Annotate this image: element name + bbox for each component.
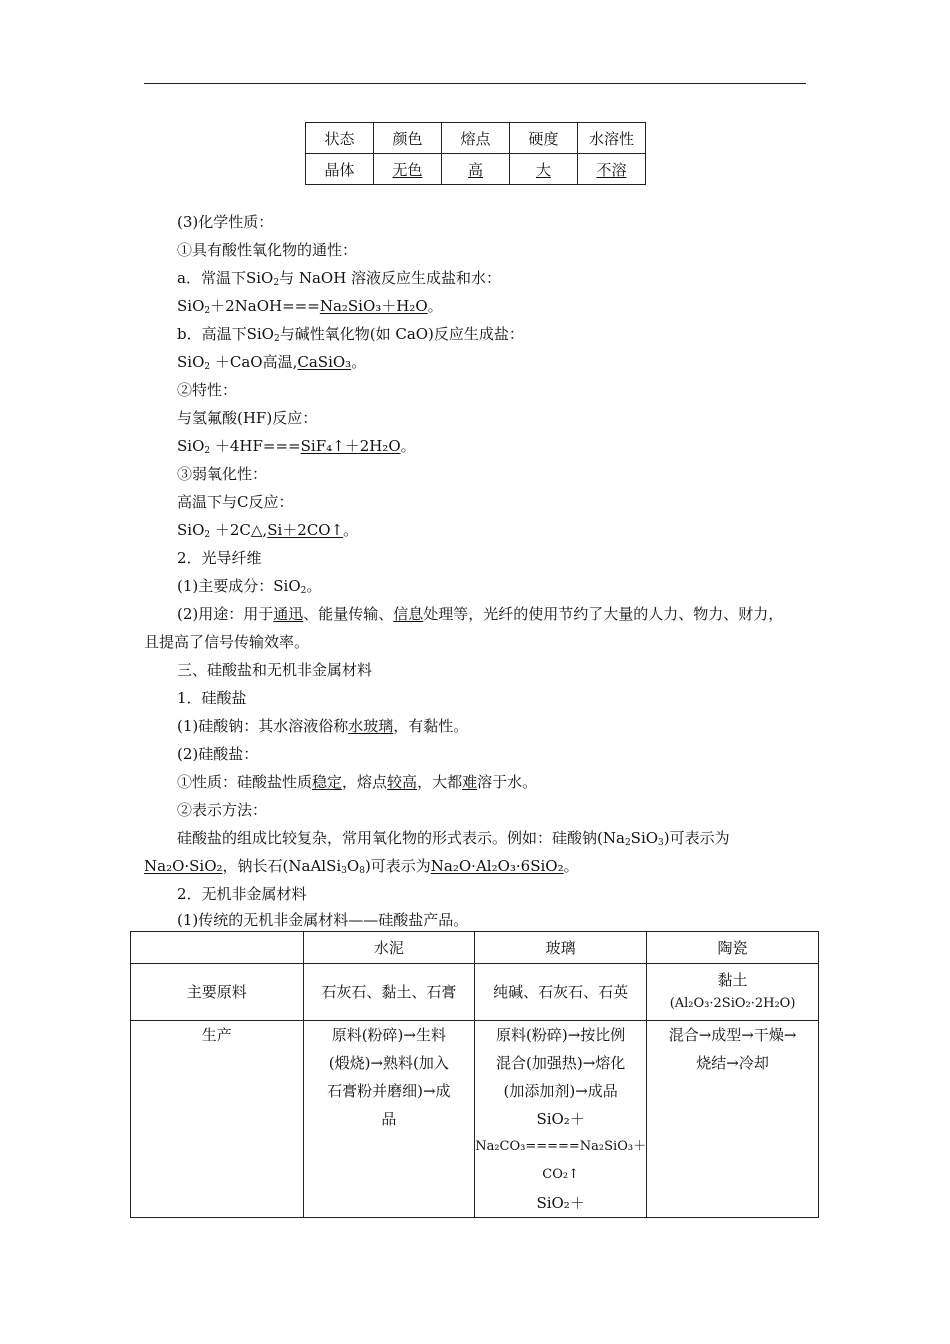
- value-hardness-text: 大: [535, 160, 551, 179]
- cao-desc-b: 与碱性氧化物(如 CaO)反应生成盐：: [279, 325, 524, 343]
- naoh-desc-b: 与 NaOH 溶液反应生成盐和水：: [279, 269, 502, 287]
- header-color: 颜色: [374, 123, 442, 154]
- prop-u1: 稳定: [312, 773, 343, 791]
- value-melting-point: [442, 154, 510, 185]
- fiber-comp-text: (1)主要成分：SiO: [177, 577, 301, 595]
- header-empty: [131, 932, 304, 964]
- header-state: 状态: [306, 123, 374, 154]
- cement-line: 原料(粉碎)→生料: [331, 1026, 446, 1044]
- glass-line: 混合(加强热)→熔化: [495, 1054, 626, 1072]
- fiber-heading: 2．光导纤维: [177, 549, 262, 567]
- glass-line: CO₂↑: [542, 1167, 579, 1182]
- table-header-row: [306, 123, 646, 154]
- cao-eq-left: SiO: [177, 353, 205, 371]
- row-label-production: 生产: [131, 1021, 304, 1218]
- glass-line: (加添加剂)→成品: [503, 1082, 618, 1100]
- table-row: [131, 1021, 819, 1218]
- glass-raw: 纯碱、石灰石、石英: [475, 964, 647, 1021]
- carbon-desc: 高温下与C反应：: [177, 493, 294, 511]
- value-color-text: 无色: [392, 160, 423, 179]
- header-melting-point: 熔点: [442, 123, 510, 154]
- repr-1: 硅酸盐的组成比较复杂，常用氧化物的形式表示。例如：硅酸钠(Na: [177, 829, 625, 847]
- fiber-use-3: 处理等，光纤的使用节约了大量的人力、物力、财力，: [423, 605, 784, 623]
- na2o-formula: Na₂O·SiO₂: [144, 857, 223, 875]
- ceramic-raw-name: 黏土: [717, 971, 748, 989]
- sodium-silicate: [177, 715, 468, 736]
- hf-eq-left: SiO: [177, 437, 205, 455]
- silicate-properties: [177, 771, 537, 792]
- chem-props-heading: (3)化学性质：: [177, 213, 274, 231]
- row-label-raw-materials: 主要原料: [131, 964, 304, 1021]
- ceramic-line: 混合→成型→干燥→: [668, 1026, 797, 1044]
- naoh-equation: SiO$_2$＋2NaOH===Na₂SiO₃＋H₂O。: [177, 297, 443, 316]
- ceramic-raw-formula: (Al₂O₃·2SiO₂·2H₂O): [669, 996, 796, 1011]
- fiber-use-u2: 信息: [393, 605, 424, 623]
- prop-u2: 较高: [387, 773, 418, 791]
- cao-desc: b．高温下SiO$_2$与碱性氧化物(如 CaO)反应生成盐：: [177, 325, 524, 344]
- silicate-heading: 1．硅酸盐: [177, 689, 247, 707]
- fiber-use-cont: 且提高了信号传输效率。: [144, 633, 310, 651]
- header-hardness: 硬度: [510, 123, 578, 154]
- fiber-use: [177, 603, 783, 624]
- sodium-2: ，有黏性。: [393, 717, 469, 735]
- albite-formula: Na₂O·Al₂O₃·6SiO₂: [430, 857, 564, 875]
- ceramic-line: 烧结→冷却: [696, 1054, 769, 1072]
- value-color: [374, 154, 442, 185]
- header-rule: [144, 83, 806, 84]
- representation-heading: ②表示方法：: [177, 801, 268, 819]
- naoh-desc-a: a．常温下SiO: [177, 269, 274, 287]
- hf-equation: SiO$_2$ ＋4HF===SiF₄↑＋2H₂O。: [177, 437, 416, 456]
- repr-2: ，钠长石(NaAlSi: [222, 857, 342, 875]
- glass-line: 原料(粉碎)→按比例: [495, 1026, 626, 1044]
- value-state: 晶体: [306, 154, 374, 185]
- naoh-eq-mid: ＋2NaOH===: [210, 297, 320, 315]
- glass-production: [475, 1021, 647, 1218]
- carbon-equation: SiO$_2$ ＋2C△,Si＋2CO↑。: [177, 521, 359, 540]
- prop-3: ，大都: [417, 773, 463, 791]
- hf-eq-mid: ＋4HF===: [210, 437, 301, 455]
- sodium-u: 水玻璃: [348, 717, 394, 735]
- value-solubility-text: 不溶: [596, 160, 627, 179]
- table-header-row: [131, 932, 819, 964]
- ceramic-production: [647, 1021, 819, 1218]
- repr-1b: SiO: [630, 829, 659, 847]
- cao-desc-a: b．高温下SiO: [177, 325, 274, 343]
- value-solubility: [578, 154, 646, 185]
- glass-line: SiO₂＋: [536, 1194, 585, 1212]
- c-eq-left: SiO: [177, 521, 205, 539]
- section-3-heading: 三、硅酸盐和无机非金属材料: [177, 661, 373, 679]
- representation-examples: Na₂O·SiO₂，钠长石$(NaAlSi_3O_8)$可表示为Na₂O·Al₂O₃·6SiO₂。: [144, 857, 579, 876]
- cao-eq-product: CaSiO₃: [297, 353, 352, 371]
- header-glass: 玻璃: [475, 932, 647, 964]
- inorganic-heading: 2．无机非金属材料: [177, 885, 307, 903]
- fiber-use-1: (2)用途：用于: [177, 605, 274, 623]
- table-row: [306, 154, 646, 185]
- repr-2b: O: [346, 857, 360, 875]
- table-row: [131, 964, 819, 1021]
- naoh-desc: a．常温下SiO$_2$与 NaOH 溶液反应生成盐和水：: [177, 269, 502, 288]
- fiber-composition: (1)主要成分：SiO$_2$。: [177, 577, 322, 596]
- hf-desc: 与氢氟酸(HF)反应：: [177, 409, 318, 427]
- silicate-sub-heading: (2)硅酸盐：: [177, 745, 259, 763]
- fiber-use-2: 、能量传输、: [303, 605, 394, 623]
- ceramic-raw: [647, 964, 819, 1021]
- sodium-1: (1)硅酸钠：其水溶液俗称: [177, 717, 349, 735]
- prop-4: 溶于水。: [477, 773, 538, 791]
- hf-eq-product: SiF₄↑＋2H₂O: [300, 437, 401, 455]
- repr-2c: )可表示为: [364, 857, 431, 875]
- cement-line: 石膏粉并磨细)→成: [327, 1082, 451, 1100]
- cao-equation: SiO$_2$ ＋CaO高温,CaSiO₃。: [177, 353, 367, 372]
- weak-oxidation-heading: ③弱氧化性：: [177, 465, 268, 483]
- glass-line: SiO₂＋: [536, 1110, 585, 1128]
- traditional-heading: (1)传统的无机非金属材料——硅酸盐产品。: [177, 911, 469, 929]
- cao-eq-mid: ＋CaO高温,: [210, 353, 298, 371]
- c-eq-product: Si＋2CO↑: [267, 521, 344, 539]
- acidic-oxide-heading: ①具有酸性氧化物的通性：: [177, 241, 358, 259]
- representation-text: 硅酸盐的组成比较复杂，常用氧化物的形式表示。例如：硅酸钠$(Na_2SiO_3)$可表示为: [177, 829, 730, 848]
- cement-line: 品: [381, 1110, 397, 1128]
- fiber-use-u1: 通迅: [273, 605, 304, 623]
- cement-production: [303, 1021, 475, 1218]
- c-eq-mid: ＋2C△,: [210, 521, 268, 539]
- value-hardness: [510, 154, 578, 185]
- special-heading: ②特性：: [177, 381, 238, 399]
- prop-1: ①性质：硅酸盐性质: [177, 773, 313, 791]
- header-solubility: 水溶性: [578, 123, 646, 154]
- prop-2: ，熔点: [342, 773, 388, 791]
- naoh-eq-left: SiO: [177, 297, 205, 315]
- repr-1c: )可表示为: [663, 829, 730, 847]
- cement-raw: 石灰石、黏土、石膏: [303, 964, 475, 1021]
- value-melting-text: 高: [467, 160, 483, 179]
- naoh-eq-product: Na₂SiO₃＋H₂O: [319, 297, 428, 315]
- header-ceramic: 陶瓷: [647, 932, 819, 964]
- silicate-products-table: [130, 931, 819, 1218]
- prop-u3: 难: [462, 773, 478, 791]
- glass-line: Na₂CO₃=====Na₂SiO₃＋: [475, 1139, 647, 1154]
- header-cement: 水泥: [303, 932, 475, 964]
- sio2-physical-properties-table: [305, 122, 646, 185]
- cement-line: (煅烧)→熟料(加入: [328, 1054, 449, 1072]
